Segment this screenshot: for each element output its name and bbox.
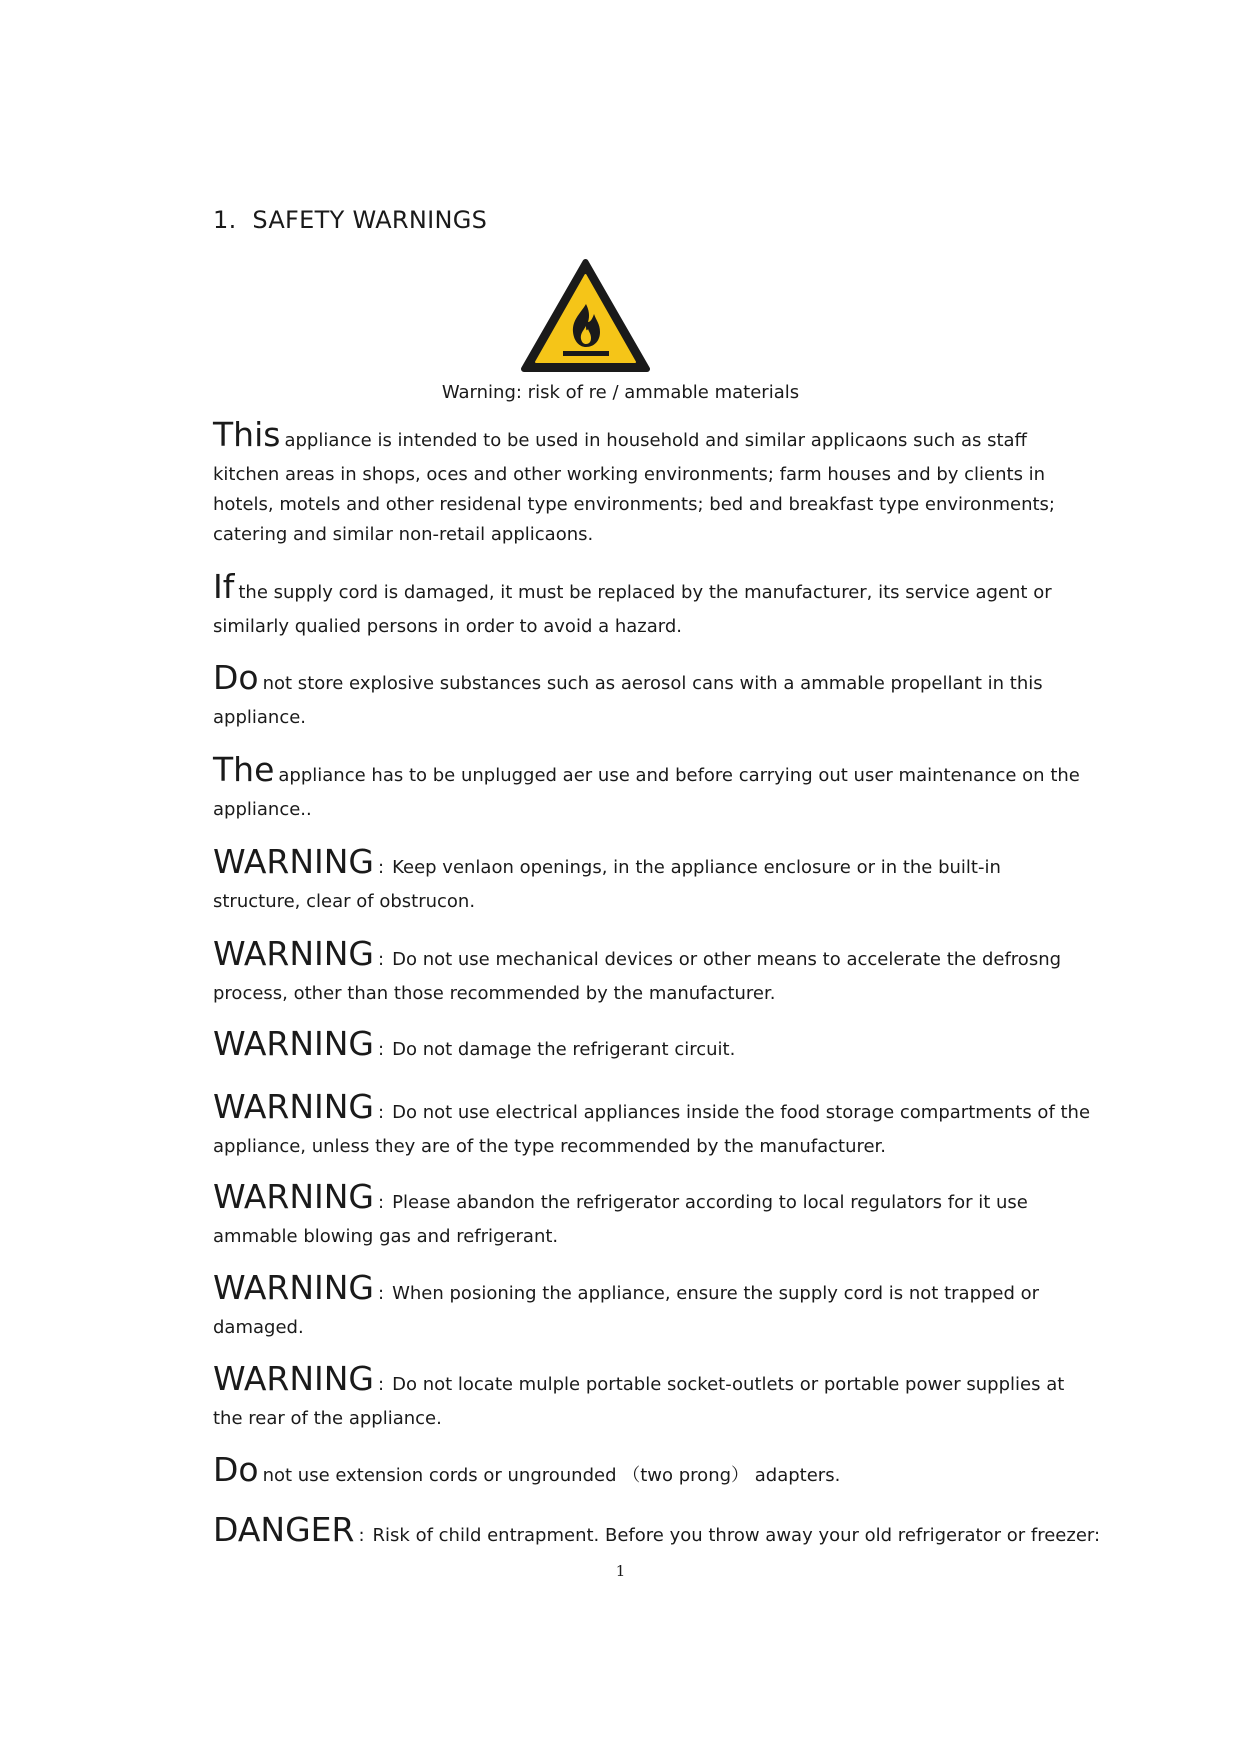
paragraph-line: ammable blowing gas and refrigerant. [213,1226,559,1247]
paragraph-text: Do not use mechanical devices or other means to accelerate the defrosng [392,949,1062,970]
paragraph-first-line [213,1359,1065,1400]
paragraph-line: damaged. [213,1317,304,1338]
paragraph [213,842,1043,917]
paragraph-line: appliance.. [213,799,312,820]
paragraph [213,1268,1043,1343]
paragraph-first-line [213,750,1080,791]
paragraph-text: Risk of child entrapment. Before you throw away your old refrigerator or freezer: [372,1525,1101,1546]
paragraph-lead-word: WARNING [213,934,375,973]
paragraph-first-line [213,934,1062,975]
paragraph-lead-separator: : [378,1283,385,1304]
paragraph-text: Do not damage the refrigerant circuit. [392,1039,736,1060]
paragraph [213,1450,1043,1491]
paragraph-first-line [213,658,1043,699]
paragraph-lead-separator: : [358,1525,365,1546]
paragraph-line: hotels, motels and other residenal type environments; bed and breakfast type environments; [213,494,1055,515]
paragraph-first-line [213,1450,1043,1491]
warning-caption: Warning: risk of re / ammable materials [441,382,800,403]
paragraph [213,934,1062,1009]
paragraph-first-line [213,415,1043,456]
paragraph-lead-word: WARNING [213,1177,375,1216]
paragraph [213,1177,1043,1252]
paragraph-first-line [213,1268,1043,1309]
paragraph-first-line [213,1177,1043,1218]
paragraph-line: process, other than those recommended by the manufacturer. [213,983,776,1004]
paragraph-text: Please abandon the refrigerator according to local regulators for it use [392,1192,1028,1213]
paragraph-first-line [213,567,1052,608]
paragraph-lead-word: Do [213,658,259,697]
paragraph [213,1087,1091,1162]
paragraph [213,750,1080,825]
paragraph-lead-word: If [213,567,235,606]
paragraph-line: the rear of the appliance. [213,1408,442,1429]
paragraph [213,1024,1043,1065]
paragraph-lead-word: This [213,415,281,454]
paragraph [213,567,1052,642]
paragraph-lead-word: WARNING [213,1268,375,1307]
paragraph-text: not store explosive substances such as aerosol cans with a ammable propellant in this [262,673,1043,694]
paragraph-line: kitchen areas in shops, oces and other working environments; farm houses and by clients in [213,464,1046,485]
paragraph-lead-word: The [213,750,275,789]
paragraph-lead-word: WARNING [213,842,375,881]
paragraph-lead-word: DANGER [213,1510,355,1549]
paragraph-lead-separator: : [378,1374,385,1395]
paragraph-lead-separator: : [378,1039,385,1060]
paragraph-first-line [213,1087,1091,1128]
paragraph-text: appliance has to be unplugged aer use and before carrying out user maintenance on the [278,765,1080,786]
paragraph-line: catering and similar non-retail applicaons. [213,524,594,545]
paragraph-first-line [213,1510,1101,1551]
paragraph-line: appliance, unless they are of the type recommended by the manufacturer. [213,1136,887,1157]
paragraph-lead-word: WARNING [213,1024,375,1063]
paragraph-first-line [213,842,1043,883]
paragraph-text: Keep venlaon openings, in the appliance enclosure or in the built-in [392,857,1001,878]
section-title: SAFETY WARNINGS [252,206,488,234]
section-number: 1. [213,206,237,234]
paragraph-lead-word: Do [213,1450,259,1489]
paragraph [213,658,1043,733]
paragraph-first-line [213,1024,1043,1065]
flammable-warning-icon [520,258,651,373]
paragraph-text: When posioning the appliance, ensure the supply cord is not trapped or [392,1283,1040,1304]
paragraph-lead-separator: : [378,857,385,878]
paragraph-lead-separator: : [378,1102,385,1123]
paragraph-lead-separator: : [378,1192,385,1213]
paragraph-text: Do not locate mulple portable socket-outlets or portable power supplies at [392,1374,1065,1395]
paragraph-text: the supply cord is damaged, it must be replaced by the manufacturer, its service agent or [238,582,1052,603]
paragraph [213,415,1055,550]
page-number: 1 [615,1562,626,1580]
section-heading [213,206,487,234]
paragraph-lead-separator: : [378,949,385,970]
paragraph-line: appliance. [213,707,307,728]
paragraph-line: similarly qualied persons in order to avoid a hazard. [213,616,682,637]
paragraph [213,1510,1101,1551]
paragraph [213,1359,1065,1434]
paragraph-lead-word: WARNING [213,1087,375,1126]
paragraph-text: not use extension cords or ungrounded （two prong） adapters. [262,1465,841,1486]
paragraph-text: Do not use electrical appliances inside the food storage compartments of the [392,1102,1091,1123]
paragraph-lead-word: WARNING [213,1359,375,1398]
paragraph-text: appliance is intended to be used in household and similar applicaons such as staff [284,430,1027,451]
paragraph-line: structure, clear of obstrucon. [213,891,476,912]
